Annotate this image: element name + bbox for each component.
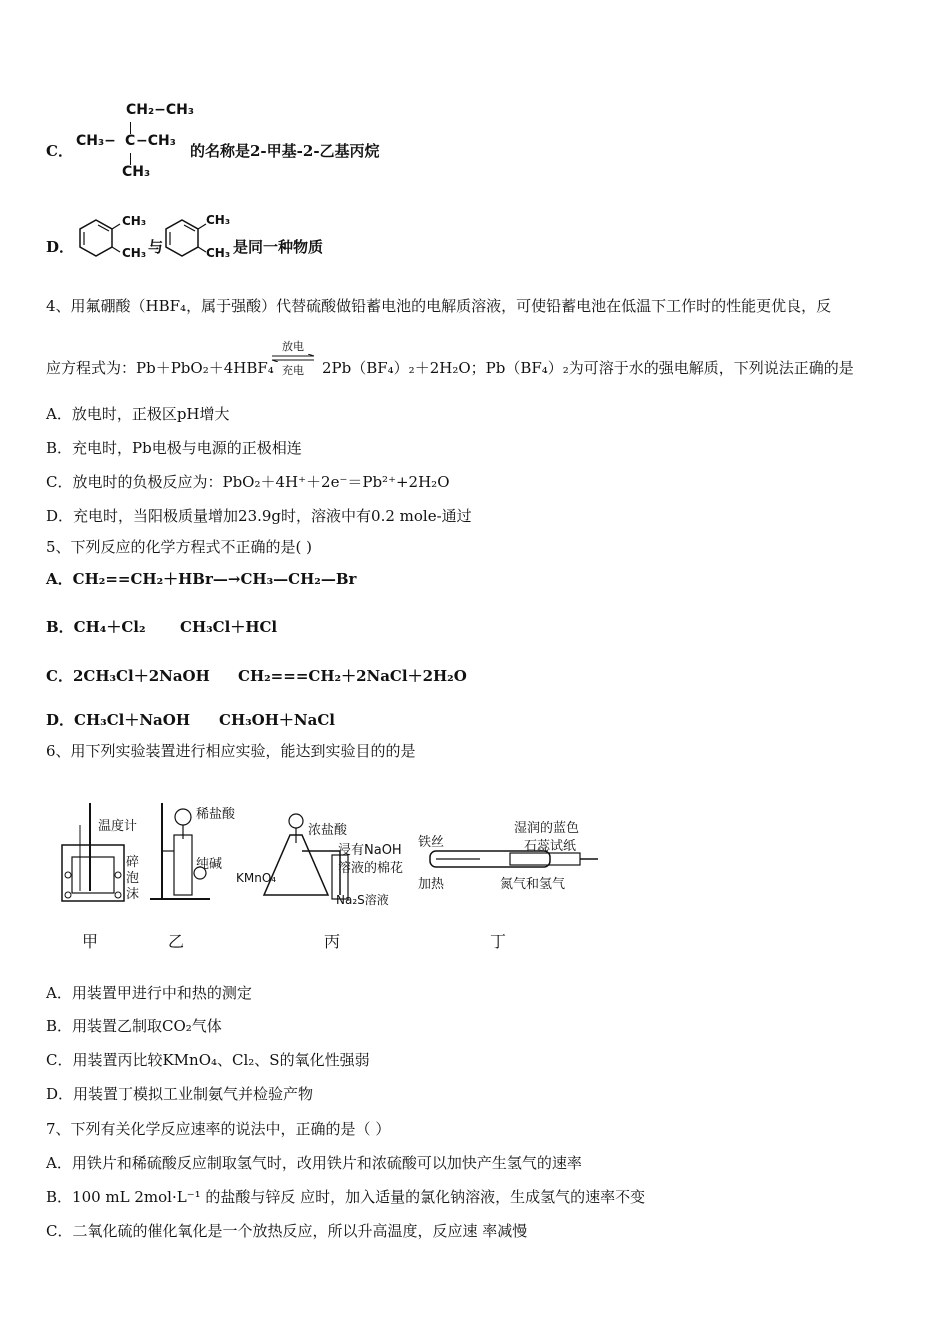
caption-yi: 乙 (168, 932, 185, 951)
double-arrow-icon (270, 354, 316, 362)
yi-base-label: 纯碱 (196, 857, 223, 872)
q6-option-b: B．用装置乙制取CO₂气体 (46, 1017, 222, 1035)
struct-top-group: CH₂−CH₃ (126, 102, 194, 118)
jia-foam-label-1: 碎 (126, 855, 140, 870)
q4-stem-line2-head: 应方程式为：Pb＋PbO₂＋4HBF₄ (46, 359, 274, 377)
ding-paper-label-1: 湿润的蓝色 (514, 821, 580, 836)
o-xylene-methyl-2: CH₃ (122, 246, 147, 260)
q7-option-a: A．用铁片和稀硫酸反应制取氢气时，改用铁片和浓硫酸可以加快产生氢气的速率 (46, 1154, 582, 1172)
q4-stem-line2-tail: 2Pb（BF₄）₂＋2H₂O；Pb（BF₄）₂为可溶于水的强电解质，下列说法正确的是 (322, 359, 854, 377)
option-d-text: 是同一种物质 (233, 238, 324, 256)
ding-gas-label: 氮气和氢气 (500, 877, 566, 892)
option-d-with: 与 (148, 238, 164, 256)
struct-bottom-group: CH₃ (122, 164, 151, 180)
ding-paper-label-2: 石蕊试纸 (524, 839, 577, 854)
q5-option-b-right: CH₃Cl＋HCl (180, 618, 278, 636)
q5-stem: 5、下列反应的化学方程式不正确的是( ) (46, 538, 313, 556)
reaction-arrow (270, 341, 316, 377)
caption-jia: 甲 (82, 932, 99, 951)
q7-option-c: C．二氧化硫的催化氧化是一个放热反应，所以升高温度，反应速 率减慢 (46, 1222, 528, 1240)
apparatus-figure (50, 795, 610, 955)
ding-heat-label: 加热 (418, 877, 445, 892)
o-xylene-2-methyl-1: CH₃ (206, 213, 231, 227)
q5-option-a: A．CH₂==CH₂＋HBr—→CH₃—CH₂—Br (46, 570, 357, 588)
bing-naoh-label-2: 溶液的棉花 (338, 861, 404, 876)
q4-option-c: C．放电时的负极反应为：PbO₂＋4H⁺＋2e⁻＝Pb²⁺+2H₂O (46, 473, 450, 491)
bing-na2s-label: Na₂S溶液 (336, 893, 389, 907)
bing-naoh-label-1: 浸有NaOH (338, 843, 402, 858)
ding-wire-label: 铁丝 (418, 835, 445, 850)
struct-left-group: CH₃− (76, 133, 116, 149)
q5-option-b-left: B．CH₄＋Cl₂ (46, 618, 146, 636)
arrow-label-discharge: 放电 (282, 340, 304, 353)
option-c-letter: C． (46, 142, 73, 160)
o-xylene-2-methyl-2: CH₃ (206, 246, 231, 260)
option-d-letter: D． (46, 238, 75, 256)
caption-ding: 丁 (490, 932, 507, 951)
q7-option-b: B．100 mL 2mol·L⁻¹ 的盐酸与锌反 应时，加入适量的氯化钠溶液，生成氢气的速率不变 (46, 1188, 646, 1206)
q4-option-a: A．放电时，正极区pH增大 (46, 405, 230, 423)
struct-center-carbon: C (125, 133, 136, 149)
alkane-structure (76, 100, 194, 184)
q6-stem: 6、用下列实验装置进行相应实验，能达到实验目的的是 (46, 742, 416, 760)
yi-acid-label: 稀盐酸 (196, 807, 236, 822)
jia-foam-label-3: 沫 (126, 887, 140, 902)
q4-option-b: B．充电时，Pb电极与电源的正极相连 (46, 439, 302, 457)
option-c-text: 的名称是2-甲基-2-乙基丙烷 (190, 142, 380, 160)
q6-option-a: A．用装置甲进行中和热的测定 (46, 984, 252, 1002)
struct-right-group: −CH₃ (136, 133, 176, 149)
q6-option-c: C．用装置丙比较KMnO₄、Cl₂、S的氧化性强弱 (46, 1051, 370, 1069)
q5-option-d-right: CH₃OH＋NaCl (219, 711, 335, 729)
bing-acid-label: 浓盐酸 (308, 823, 348, 838)
q5-option-c-left: C．2CH₃Cl＋2NaOH (46, 667, 210, 685)
q6-option-d: D．用装置丁模拟工业制氨气并检验产物 (46, 1085, 314, 1103)
bing-kmno4-label: KMnO₄ (236, 871, 277, 885)
jia-foam-label-2: 泡 (126, 871, 140, 886)
q5-option-c-right: CH₂===CH₂＋2NaCl＋2H₂O (238, 667, 467, 685)
q4-stem-line1: 4、用氟硼酸（HBF₄，属于强酸）代替硫酸做铅蓄电池的电解质溶液，可使铅蓄电池在低温下工作时的性能更优良，反 (46, 297, 832, 315)
caption-bing: 丙 (324, 932, 341, 951)
q4-option-d: D．充电时，当阳极质量增加23.9g时，溶液中有0.2 mole-通过 (46, 507, 472, 525)
q7-stem: 7、下列有关化学反应速率的说法中，正确的是（ ） (46, 1120, 391, 1138)
arrow-label-charge: 充电 (282, 364, 304, 377)
o-xylene-methyl-1: CH₃ (122, 214, 147, 228)
jia-thermometer-label: 温度计 (98, 819, 138, 834)
q5-option-d-left: D．CH₃Cl＋NaOH (46, 711, 190, 729)
